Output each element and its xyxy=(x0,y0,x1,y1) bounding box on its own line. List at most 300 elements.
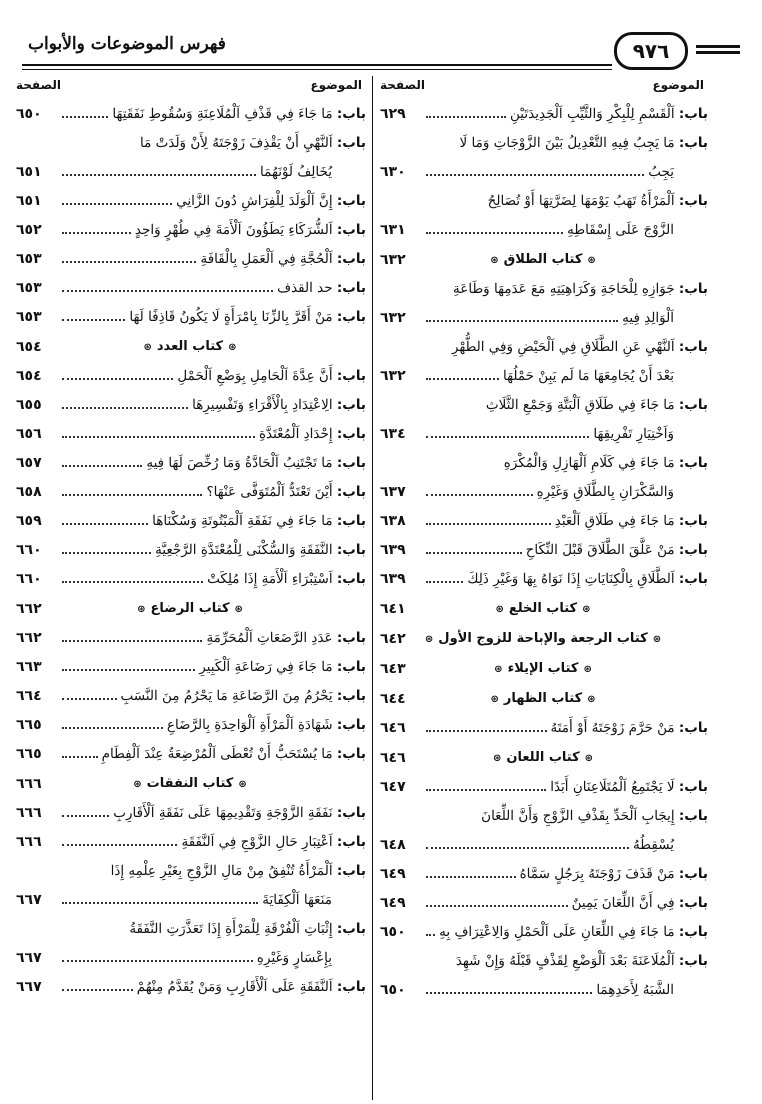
bab-label: باب: xyxy=(336,426,366,442)
page-ref: ٦٦٧ xyxy=(16,979,42,995)
entry-text: باب: اَعْتِبَارِ حَالِ الزَّوْجِ فِي اَلنَّفَقَةِ xyxy=(181,834,366,850)
entry-text: بِإِعْسَارٍ وَغَيْرِهِ xyxy=(256,950,332,966)
index-entry[interactable] xyxy=(14,187,366,216)
leader-dots xyxy=(426,320,618,322)
index-entry[interactable] xyxy=(378,333,708,391)
page-ref: ٦٣٧ xyxy=(380,484,406,500)
page-ref: ٦٥٠ xyxy=(16,106,42,122)
entry-text: باب: اَلنَّهْيِ أَنْ يَقْذِفَ زَوْجَتَهُ لِأَنْ وَلَدَتْ مَا xyxy=(140,135,366,151)
bab-label: باب: xyxy=(678,106,708,122)
bab-label: باب: xyxy=(336,979,366,995)
page-ref: ٦٣٢ xyxy=(380,368,406,384)
entry-line xyxy=(14,158,366,187)
entry-line xyxy=(378,304,708,333)
entry-line xyxy=(378,773,708,802)
leader-dots xyxy=(62,203,172,205)
leader-dots xyxy=(62,523,148,525)
page-ref: ٦٣٩ xyxy=(380,571,406,587)
entry-line xyxy=(378,391,708,420)
entry-line xyxy=(378,536,708,565)
header-rule xyxy=(696,45,740,48)
index-entry[interactable] xyxy=(14,216,366,245)
leader-dots xyxy=(426,847,629,849)
index-entry[interactable] xyxy=(14,507,366,536)
index-entry[interactable] xyxy=(14,973,366,1002)
index-entry[interactable] xyxy=(378,565,708,594)
bab-label: باب: xyxy=(336,717,366,733)
page-ref: ٦٥٥ xyxy=(16,397,42,413)
index-entry[interactable] xyxy=(378,802,708,860)
bab-label: باب: xyxy=(336,222,366,238)
index-entry[interactable] xyxy=(378,100,708,129)
entry-text: باب: إِيجَابِ اَلْحَدِّ بِقَذْفِ الزَّوْجِ وَأَنَّ اللِّعَانَ xyxy=(481,808,708,824)
leader-dots xyxy=(426,494,533,496)
index-entry[interactable] xyxy=(14,915,366,973)
index-entry[interactable] xyxy=(14,129,366,187)
index-entry[interactable] xyxy=(14,362,366,391)
star-ornament-icon: ⊛ xyxy=(490,694,499,705)
index-entry[interactable] xyxy=(14,420,366,449)
page-ref: ٦٤١ xyxy=(380,601,406,617)
entry-line xyxy=(378,158,708,187)
bab-label: باب: xyxy=(678,779,708,795)
index-entry[interactable] xyxy=(378,714,708,743)
entry-line xyxy=(14,420,366,449)
bab-label: باب: xyxy=(336,280,366,296)
page-ref: ٦٤٨ xyxy=(380,837,406,853)
leader-dots xyxy=(62,116,108,118)
index-entry[interactable] xyxy=(14,740,366,769)
leader-dots xyxy=(62,960,253,962)
index-entry[interactable] xyxy=(378,536,708,565)
book-title: كتاب العدد xyxy=(156,339,224,354)
bab-label: باب: xyxy=(678,193,708,209)
leader-dots xyxy=(62,902,258,904)
star-ornament-icon: ⊛ xyxy=(133,779,142,790)
book-heading xyxy=(14,594,366,624)
leader-dots xyxy=(62,640,202,642)
book-title: كتاب الطلاق xyxy=(503,252,583,267)
entry-text: باب: أَنَّ عِدَّةَ اَلْحَامِلِ بِوَضْعِ اَلْحَمْلِ xyxy=(177,368,366,384)
index-entry[interactable] xyxy=(378,391,708,449)
page-ref: ٦٥٦ xyxy=(16,426,42,442)
leader-dots xyxy=(62,436,255,438)
entry-line xyxy=(378,831,708,860)
page-ref: ٦٣٢ xyxy=(380,310,406,326)
leader-dots xyxy=(426,789,546,791)
entry-text: باب: مَا يَجِبُ فِيهِ التَّعْدِيلُ بَيْنَ الزَّوْجَاتِ وَمَا لَا xyxy=(459,135,708,151)
index-entry[interactable] xyxy=(14,711,366,740)
index-entry[interactable] xyxy=(14,653,366,682)
index-entry[interactable] xyxy=(14,391,366,420)
leader-dots xyxy=(426,378,499,380)
entry-text: باب: اَلنَّهْيِ عَنِ الطَّلَاقِ فِي اَلْحَيْضِ وَفِي الطُّهْرِ xyxy=(451,339,708,355)
bab-label: باب: xyxy=(678,542,708,558)
page-ref: ٦٦٦ xyxy=(16,805,42,821)
index-entry[interactable] xyxy=(14,100,366,129)
entry-text: يُسْقِطُهُ xyxy=(633,837,674,853)
bab-label: باب: xyxy=(336,659,366,675)
entry-text: باب: جَوَازِهِ لِلْحَاجَةِ وَكَرَاهِيَتِهِ مَعَ عَدَمِهَا وَطَاعَةِ xyxy=(453,281,708,297)
entry-text: باب: فِي أَنَّ اللِّعَانَ يَمِينٌ xyxy=(571,895,708,911)
entry-text: باب: مَنْ حَرَّمَ زَوْجَتَهُ أَوْ أَمَتَهُ xyxy=(550,720,708,736)
page-ref: ٦٣٩ xyxy=(380,542,406,558)
entry-text: باب: مَا جَاءَ فِي طَلَاقِ اَلْبَتَّةِ وَجَمْعِ الثَّلَاثِ xyxy=(485,397,708,413)
entry-text: مَنَعَهَا اَلْكِفَايَةَ xyxy=(262,892,332,908)
entry-text: باب: لَا يَجْتَمِعُ اَلْمُتَلَاعِنَانِ أَبَدًا xyxy=(550,779,708,795)
index-entry[interactable] xyxy=(14,274,366,303)
book-heading xyxy=(14,769,366,799)
index-entry[interactable] xyxy=(14,857,366,915)
entry-line xyxy=(378,976,708,1005)
entry-text: باب: مَنْ قَذَفَ زَوْجَتَهُ بِرَجُلٍ سَمَّاهُ xyxy=(519,866,708,882)
entry-line xyxy=(14,886,366,915)
page-ref: ٦٦٥ xyxy=(16,717,42,733)
index-entry[interactable] xyxy=(14,478,366,507)
entry-text: باب: مَا جَاءَ فِي قَذْفِ اَلْمُلَاعِنَةِ وَسُقُوطِ نَفَقَتِهَا xyxy=(112,106,366,122)
leader-dots xyxy=(62,815,109,817)
column-divider xyxy=(372,76,373,1100)
bab-label: باب: xyxy=(336,251,366,267)
index-entry[interactable] xyxy=(378,889,708,918)
entry-text: وَاَخْتِيَارِ تَفْرِيقِهَا xyxy=(593,426,674,442)
entry-text: باب: النَّفَقَةِ وَالسُّكْنَى لِلْمُعْتَدَّةِ الرَّجْعِيَّةِ xyxy=(155,542,366,558)
book-heading xyxy=(378,594,708,624)
bab-label: باب: xyxy=(678,339,708,355)
page-ref: ٦٥٤ xyxy=(16,368,42,384)
book-heading xyxy=(378,743,708,773)
bab-label: باب: xyxy=(336,193,366,209)
entry-text: باب: عَدَدِ الرَّضَعَاتِ اَلْمُحَرِّمَةِ xyxy=(206,630,366,646)
star-ornament-icon: ⊛ xyxy=(587,255,596,266)
bab-label: باب: xyxy=(336,542,366,558)
entry-line xyxy=(378,129,708,158)
entry-text: باب: مَا جَاءَ فِي رَضَاعَةِ اَلْكَبِيرِ xyxy=(199,659,366,675)
leader-dots xyxy=(62,232,131,234)
index-entry[interactable] xyxy=(14,565,366,594)
entry-text: باب: يَحْرُمُ مِنَ الرَّضَاعَةِ مَا يَحْرُمُ مِنَ النَّسَبِ xyxy=(120,688,366,704)
entry-text: باب: مَا جَاءَ فِي كَلَامِ اَلْهَازِلِ وَالْمُكْرَهِ xyxy=(503,455,708,471)
entry-text: باب: مَا جَاءَ فِي اللِّعَانِ عَلَى اَلْحَمْلِ وَالِاعْتِرَافِ بِهِ xyxy=(439,924,708,940)
entry-line xyxy=(14,362,366,391)
topic-header: الموضوع xyxy=(652,78,704,92)
page-ref: ٦٦٧ xyxy=(16,892,42,908)
page-ref: ٦٤٦ xyxy=(380,720,406,736)
entry-line xyxy=(378,187,708,216)
entry-line xyxy=(378,420,708,449)
bab-label: باب: xyxy=(336,571,366,587)
star-ornament-icon: ⊛ xyxy=(584,753,594,764)
entry-text: باب: اَلطَّلَاقِ بِالْكِنَايَاتِ إِذَا نَوَاهُ بِهَا وَغَيْرِ ذَلِكَ xyxy=(467,571,708,587)
bab-label: باب: xyxy=(336,484,366,500)
index-entry[interactable] xyxy=(378,918,708,947)
entry-line xyxy=(378,100,708,129)
entry-text: باب: مَا يُسْتَحَبُّ أَنْ تُعْطَى اَلْمُرْضِعَةُ عِنْدَ اَلْفِطَامِ xyxy=(101,746,366,762)
index-entry[interactable] xyxy=(378,129,708,187)
entry-line xyxy=(14,129,366,158)
index-entry[interactable] xyxy=(378,187,708,245)
entry-line xyxy=(378,216,708,245)
leader-dots xyxy=(62,378,173,380)
page-ref: ٦٣٨ xyxy=(380,513,406,529)
book-title: كتاب الإيلاء xyxy=(507,661,579,676)
page-ref: ٦٥٢ xyxy=(16,222,42,238)
entry-text: باب: مَنْ أَقَرَّ بِالزِّنَا بِامْرَأَةٍ لَا يَكُونُ قَاذِفًا لَهَا xyxy=(129,309,366,325)
bab-label: باب: xyxy=(678,953,708,969)
bab-label: باب: xyxy=(336,746,366,762)
page-ref: ٦٥١ xyxy=(16,164,42,180)
bab-label: باب: xyxy=(678,135,708,151)
page-ref: ٦٦٢ xyxy=(16,630,42,646)
column-header xyxy=(14,76,366,100)
star-ornament-icon: ⊛ xyxy=(587,694,596,705)
index-entry[interactable] xyxy=(378,860,708,889)
entry-line xyxy=(14,274,366,303)
leader-dots xyxy=(62,174,256,176)
book-title: كتاب النفقات xyxy=(146,776,234,791)
page-ref: ٦٥٧ xyxy=(16,455,42,471)
entry-line xyxy=(14,973,366,1002)
entry-line xyxy=(378,918,708,947)
leader-dots xyxy=(426,581,463,583)
page-ref: ٦٥١ xyxy=(16,193,42,209)
page-ref: ٦٥٠ xyxy=(380,924,406,940)
bab-label: باب: xyxy=(678,513,708,529)
bab-label: باب: xyxy=(678,895,708,911)
entry-text: باب: أَيْنَ تَعْتَدُّ اَلْمُتَوَفَّى عَنْهَا؟ xyxy=(206,484,366,500)
entry-text: الشَّبَهُ لِأَحَدِهِمَا xyxy=(596,982,674,998)
bab-label: باب: xyxy=(336,630,366,646)
header-rule xyxy=(696,51,740,54)
index-entry[interactable] xyxy=(14,536,366,565)
star-ornament-icon: ⊛ xyxy=(143,342,152,353)
page-ref: ٦٢٩ xyxy=(380,106,406,122)
page-ref: ٦٣١ xyxy=(380,222,406,238)
star-ornament-icon: ⊛ xyxy=(234,604,243,615)
leader-dots xyxy=(62,290,273,292)
index-entry[interactable] xyxy=(14,799,366,828)
index-entry[interactable] xyxy=(14,624,366,653)
bab-label: باب: xyxy=(336,921,366,937)
entry-line xyxy=(14,245,366,274)
page-ref: ٦٤٦ xyxy=(380,750,406,766)
leader-dots xyxy=(62,407,188,409)
leader-dots xyxy=(426,174,644,176)
entry-line xyxy=(14,507,366,536)
book-heading xyxy=(378,654,708,684)
leader-dots xyxy=(426,905,568,907)
header-rule xyxy=(22,64,612,66)
page-ref: ٦٦٢ xyxy=(16,601,42,617)
header-rule xyxy=(22,69,612,70)
page-ref: ٦٥٣ xyxy=(16,251,42,267)
bab-label: باب: xyxy=(678,397,708,413)
entry-line xyxy=(14,711,366,740)
page-ref: ٦٦٤ xyxy=(16,688,42,704)
page-header xyxy=(22,30,740,70)
entry-line xyxy=(378,802,708,831)
page-ref: ٦٥٣ xyxy=(16,280,42,296)
index-entry[interactable] xyxy=(378,947,708,1005)
leader-dots xyxy=(426,552,522,554)
star-ornament-icon: ⊛ xyxy=(228,342,237,353)
leader-dots xyxy=(426,523,551,525)
bab-label: باب: xyxy=(678,281,708,297)
page-ref: ٦٦٠ xyxy=(16,542,42,558)
star-ornament-icon: ⊛ xyxy=(582,604,591,615)
leader-dots xyxy=(62,727,163,729)
page-ref: ٦٥٨ xyxy=(16,484,42,500)
leader-dots xyxy=(62,319,125,321)
entry-line xyxy=(14,449,366,478)
page-ref: ٦٦٧ xyxy=(16,950,42,966)
leader-dots xyxy=(426,876,516,878)
bab-label: باب: xyxy=(336,805,366,821)
leader-dots xyxy=(62,465,142,467)
leader-dots xyxy=(62,552,151,554)
page-ref: ٦٦٥ xyxy=(16,746,42,762)
page-ref: ٦٤٤ xyxy=(380,691,406,707)
entry-line xyxy=(14,944,366,973)
page-ref: ٦٦٠ xyxy=(16,571,42,587)
page-ref: ٦٤٧ xyxy=(380,779,406,795)
page-ref: ٦٦٣ xyxy=(16,659,42,675)
entry-text: باب: اَلنَّفَقَةِ عَلَى اَلْأَقَارِبِ وَمَنْ يُقَدَّمُ مِنْهُمْ xyxy=(136,979,366,995)
entry-text: باب: اَلشُّرَكَاءِ يَطَؤُونَ اَلْأَمَةَ فِي طُهْرٍ وَاحِدٍ xyxy=(134,222,366,238)
entry-text: باب: اَسْتِبْرَاءِ اَلْأَمَةِ إِذَا مُلِكَتْ xyxy=(207,571,366,587)
entry-line xyxy=(378,889,708,918)
leader-dots xyxy=(426,436,589,438)
entry-line xyxy=(378,714,708,743)
star-ornament-icon: ⊛ xyxy=(583,664,592,675)
page-ref: ٦٤٣ xyxy=(380,661,406,677)
index-entry[interactable] xyxy=(14,303,366,332)
left-column xyxy=(14,76,366,1002)
page-ref: ٦٣٢ xyxy=(380,252,406,268)
entry-text: اَلْوَالِدِ فِيهِ xyxy=(622,310,674,326)
entry-text: باب: اَلْحُجَّةِ فِي اَلْعَمَلِ بِالْقَافَةِ xyxy=(200,251,366,267)
book-title: كتاب الظهار xyxy=(503,691,583,706)
entry-line xyxy=(14,915,366,944)
entry-line xyxy=(14,100,366,129)
page-ref: ٦٤٢ xyxy=(380,631,406,647)
bab-label: باب: xyxy=(678,924,708,940)
star-ornament-icon: ⊛ xyxy=(137,604,146,615)
entry-text: يَجِبُ xyxy=(648,164,674,180)
topic-header: الموضوع xyxy=(310,78,362,92)
book-title: كتاب الخلع xyxy=(508,601,578,616)
leader-dots xyxy=(426,992,592,994)
index-entry[interactable] xyxy=(14,682,366,711)
page-header-label: الصفحة xyxy=(380,78,426,92)
entry-line xyxy=(14,303,366,332)
leader-dots xyxy=(62,581,203,583)
right-column xyxy=(378,76,708,1005)
leader-dots xyxy=(62,844,177,846)
entry-line xyxy=(14,682,366,711)
bab-label: باب: xyxy=(336,688,366,704)
index-entry[interactable] xyxy=(378,773,708,802)
entry-line xyxy=(14,391,366,420)
page-ref: ٦٥٣ xyxy=(16,309,42,325)
entry-line xyxy=(378,478,708,507)
bab-label: باب: xyxy=(678,720,708,736)
bab-label: باب: xyxy=(336,106,366,122)
entry-line xyxy=(14,536,366,565)
page-ref: ٦٥٤ xyxy=(16,339,42,355)
entry-text: باب: اَلْمُلَاعَنَةَ بَعْدَ اَلْوَضْعِ لِقَذْفٍ قَبْلَهُ وَإِنْ شَهِدَ xyxy=(455,953,708,969)
entry-text: باب: إِحْدَادِ اَلْمُعْتَدَّةِ xyxy=(258,426,366,442)
entry-text: باب: مَنْ عَلَّقَ الطَّلَاقَ قَبْلَ النِّكَاحِ xyxy=(525,542,708,558)
bab-label: باب: xyxy=(336,135,366,151)
bab-label: باب: xyxy=(336,309,366,325)
entry-text: باب: إِنَّ اَلْوَلَدَ لِلْفِرَاشِ دُونَ الزَّانِي xyxy=(176,193,366,209)
page-ref: ٦٦٦ xyxy=(16,834,42,850)
star-ornament-icon: ⊛ xyxy=(494,664,503,675)
entry-text: باب: شَهَادَةِ اَلْمَرْأَةِ اَلْوَاحِدَةِ بِالرَّضَاعِ xyxy=(166,717,366,733)
leader-dots xyxy=(426,116,506,118)
entry-text: باب: نَفَقَةِ الزَّوْجَةِ وَتَقْدِيمِهَا عَلَى نَفَقَةِ اَلْأَقَارِبِ xyxy=(113,805,366,821)
entry-text: بَعْدَ أَنْ يُجَامِعَهَا مَا لَم يَبِنْ حَمْلُهَا xyxy=(503,368,674,384)
book-heading xyxy=(378,684,708,714)
entry-text: باب: اَلْمَرْأَةُ تُنْفِقُ مِنْ مَالِ الزَّوْجِ بِغَيْرِ عِلْمِهِ إِذَا xyxy=(110,863,366,879)
leader-dots xyxy=(62,698,117,700)
index-entry[interactable] xyxy=(378,449,708,507)
entry-line xyxy=(14,216,366,245)
entry-text: باب: اَلْمَرْأَةُ تَهَبُ يَوْمَهَا لِضَرَّتِهَا أَوْ تُصَالِحُ xyxy=(487,193,708,209)
bab-label: باب: xyxy=(336,834,366,850)
entry-text: باب: مَا تَجْتَنِبُ اَلْحَادَّةُ وَمَا رُخِّصَ لَهَا فِيهِ xyxy=(146,455,366,471)
column-header xyxy=(378,76,708,100)
star-ornament-icon: ⊛ xyxy=(490,255,499,266)
page-header-label: الصفحة xyxy=(16,78,62,92)
entry-text: باب: مَا جَاءَ فِي طَلَاقِ اَلْعَبْدِ xyxy=(554,513,708,529)
star-ornament-icon: ⊛ xyxy=(492,753,502,764)
page-ref: ٦٥٩ xyxy=(16,513,42,529)
entry-line xyxy=(378,860,708,889)
leader-dots xyxy=(62,261,196,263)
entry-text: وَالسَّكْرَانِ بِالطَّلَاقِ وَغَيْرِهِ xyxy=(536,484,674,500)
entry-text: باب: إِثْبَاتِ اَلْفُرْقَةِ لِلْمَرْأَةِ إِذَا تَعَذَّرَتِ النَّفَقَةُ xyxy=(129,921,366,937)
bab-label: باب: xyxy=(336,455,366,471)
bab-label: باب: xyxy=(678,808,708,824)
index-entry[interactable] xyxy=(14,245,366,274)
entry-text: يُخَالِفُ لَوْنَهُمَا xyxy=(260,164,332,180)
entry-text: باب: الِاعْتِدَادِ بِالْأَقْرَاءِ وَتَفْسِيرِهَا xyxy=(192,397,366,413)
index-entry[interactable] xyxy=(14,828,366,857)
index-entry[interactable] xyxy=(14,449,366,478)
page-ref: ٦٤٩ xyxy=(380,895,406,911)
page-ref: ٦٤٩ xyxy=(380,866,406,882)
book-title: كتاب الرجعة والإباحة للزوج الأول xyxy=(438,631,648,646)
index-entry[interactable] xyxy=(378,507,708,536)
star-ornament-icon: ⊛ xyxy=(495,604,504,615)
leader-dots xyxy=(62,669,195,671)
page-ref: ٦٣٤ xyxy=(380,426,406,442)
star-ornament-icon: ⊛ xyxy=(652,634,662,645)
bab-label: باب: xyxy=(336,397,366,413)
entry-line xyxy=(14,857,366,886)
entry-line xyxy=(14,740,366,769)
running-title: فهرس الموضوعات والأبواب xyxy=(28,34,226,54)
leader-dots xyxy=(62,494,202,496)
entry-line xyxy=(378,362,708,391)
book-title: كتاب اللعان xyxy=(506,750,580,765)
index-entry[interactable] xyxy=(378,275,708,333)
entry-line xyxy=(14,565,366,594)
entry-line xyxy=(14,187,366,216)
book-title: كتاب الرضاع xyxy=(150,601,230,616)
